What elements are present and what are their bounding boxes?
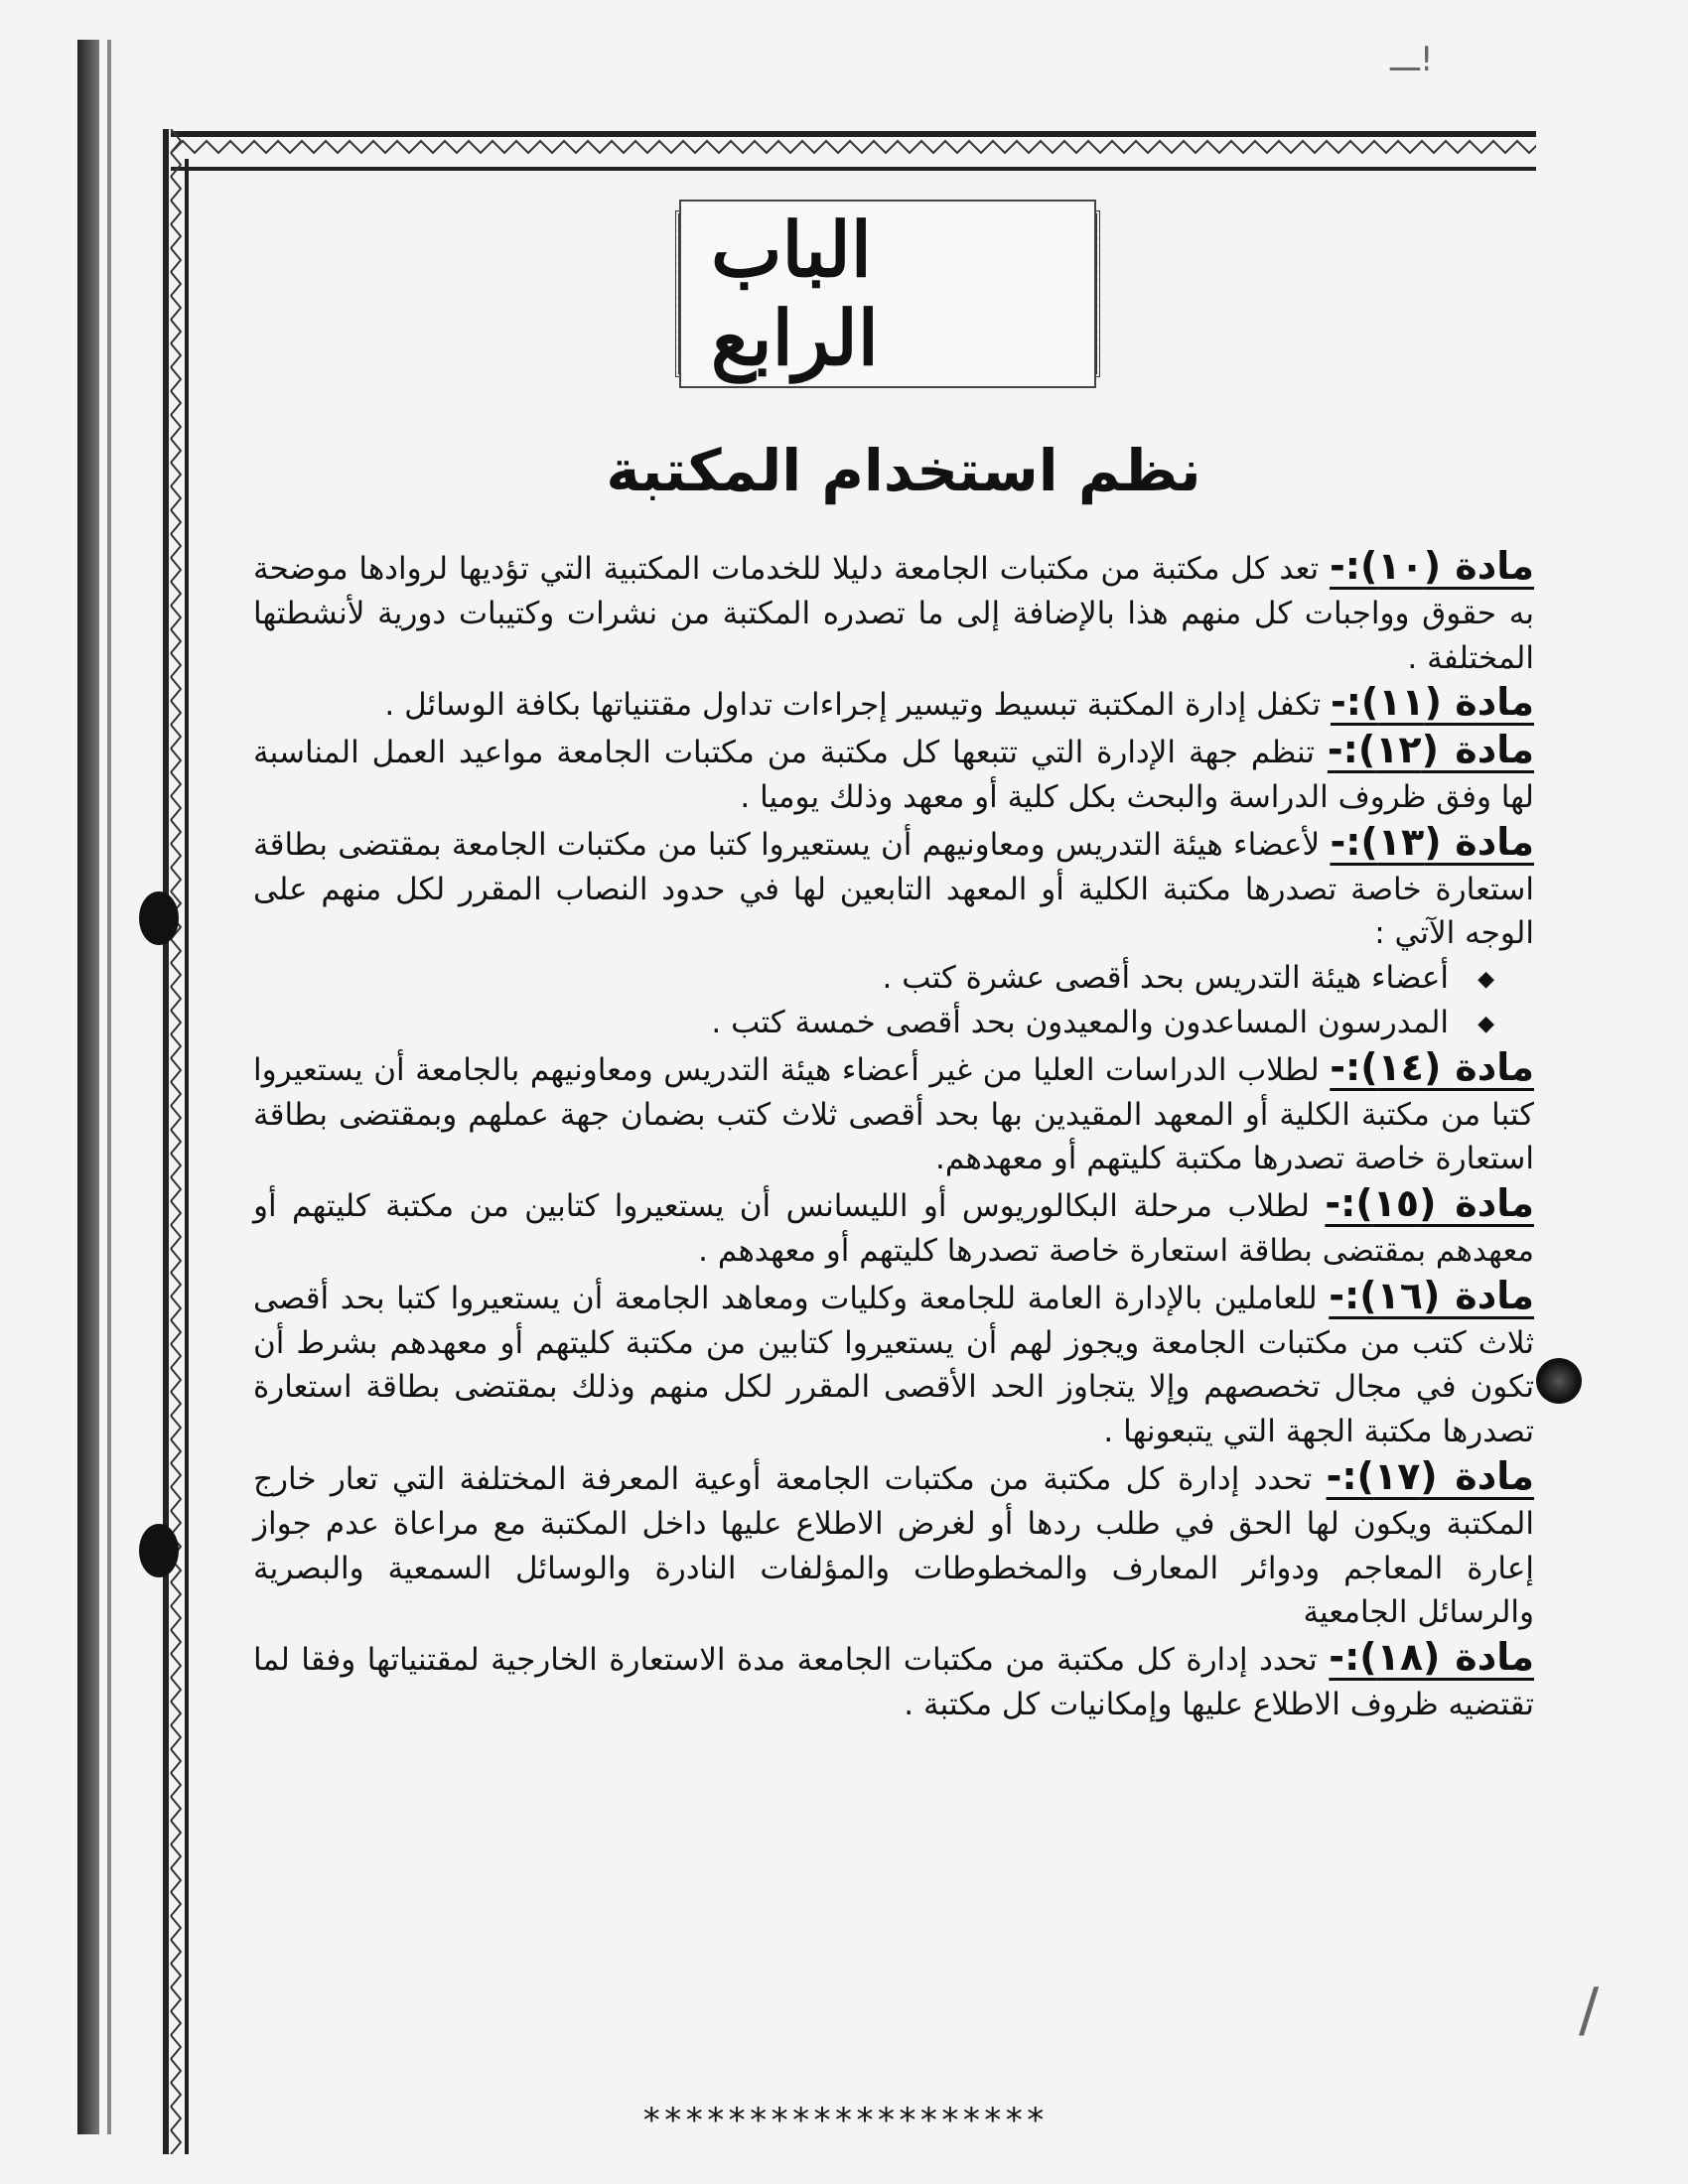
- scan-speck: ـــ!: [1390, 40, 1434, 79]
- chapter-title-frame: [675, 205, 1100, 382]
- article-heading: مادة (١٥):-: [1325, 1181, 1534, 1226]
- article-heading: مادة (١٨):-: [1329, 1635, 1535, 1680]
- article-heading: مادة (١١):-: [1330, 680, 1534, 725]
- article-text: لطلاب الدراسات العليا من غير أعضاء هيئة التدريس ومعاونيهم بالجامعة أن يستعيروا كتبا من مكتبة الكلية أو المعهد المقيدين بها بحد أقصى ثلاث كتب بضمان جهة عملهم وبمقتضى بطاقة استعارة خاصة تصدرها مكتبة كليتهم أو معهدهم.: [253, 1051, 1534, 1177]
- article-text: لأعضاء هيئة التدريس ومعاونيهم أن يستعيروا كتبا من مكتبات الجامعة بمقتضى بطاقة استعارة خاصة تصدرها مكتبة الكلية أو المعهد التابعين لها في حدود النصاب المقرر لكل منهم على الوجه الآتي :: [253, 826, 1534, 952]
- article-heading: مادة (١٤):-: [1330, 1044, 1534, 1089]
- article-16: [253, 1274, 1534, 1454]
- document-body: [253, 544, 1534, 1727]
- punch-hole: [139, 1524, 179, 1577]
- scan-edge-line: [107, 40, 111, 2134]
- punch-hole: [139, 891, 179, 945]
- punch-hole: [1536, 1358, 1582, 1404]
- article-text: تحدد إدارة كل مكتبة من مكتبات الجامعة أوعية المعرفة المختلفة التي تعار خارج المكتبة ويكون لها الحق في طلب ردها أو لغرض الاطلاع عليها داخل المكتبة مع مراعاة عدم جواز إعارة المعاجم ودوائر المعارف والمخطوطات والمؤلفات النادرة والوسائل السمعية والبصرية والرسائل الجامعية: [253, 1460, 1534, 1631]
- article-heading: مادة (١٧):-: [1326, 1453, 1535, 1498]
- list-item: ◆ أعضاء هيئة التدريس بحد أقصى عشرة كتب .: [253, 956, 1494, 1001]
- article-14: [253, 1045, 1534, 1181]
- article-10: [253, 544, 1534, 680]
- scan-edge-strip: [77, 40, 99, 2134]
- article-text: تكفل إدارة المكتبة تبسيط وتيسير إجراءات تداول مقتنياتها بكافة الوسائل .: [384, 687, 1322, 724]
- article-text: تحدد إدارة كل مكتبة من مكتبات الجامعة مدة الاستعارة الخارجية لمقتنياتها وفقا لما تقتضيه ظروف الاطلاع عليها وإمكانيات كل مكتبة .: [253, 1642, 1534, 1722]
- article-heading: مادة (١٢):-: [1327, 728, 1535, 772]
- section-subtitle: نظم استخدام المكتبة: [606, 437, 1201, 504]
- article-17: [253, 1454, 1534, 1635]
- article-13: [253, 820, 1534, 956]
- ornamental-border-left: [161, 129, 191, 2154]
- article-11: [253, 680, 1534, 728]
- article-12: [253, 728, 1534, 820]
- chapter-title-box: [679, 200, 1096, 388]
- article-15: [253, 1181, 1534, 1274]
- article-18: [253, 1635, 1534, 1727]
- ornamental-border-top: [171, 129, 1536, 175]
- article-13-list: [253, 956, 1534, 1045]
- article-text: تنظم جهة الإدارة التي تتبعها كل مكتبة من مكتبات الجامعة مواعيد العمل المناسبة لها وفق ظروف الدراسة والبحث بكل كلية أو معهد وذلك يوميا .: [253, 735, 1534, 815]
- article-heading: مادة (١٠):-: [1330, 544, 1535, 588]
- scan-speck: /: [1579, 1976, 1600, 2045]
- list-item: ◆ المدرسون المساعدون والمعيدون بحد أقصى خمسة كتب .: [253, 1001, 1494, 1045]
- article-heading: مادة (١٦):-: [1329, 1273, 1534, 1317]
- chapter-title: الباب الرابع: [711, 205, 879, 382]
- article-text: لطلاب مرحلة البكالوريوس أو الليسانس أن يستعيروا كتابين من مكتبة كليتهم أو معهدهم بمقتضى بطاقة استعارة خاصة تصدرها كليتهم أو معهدهم .: [253, 1188, 1534, 1269]
- article-heading: مادة (١٣):-: [1330, 819, 1534, 864]
- article-text: تعد كل مكتبة من مكتبات الجامعة دليلا للخدمات المكتبية التي تؤديها لروادها موضحة به حقوق وواجبات كل منهم هذا بالإضافة إلى ما تصدره المكتبة من نشرات وكتيبات دورية لأنشطتها المختلفة .: [253, 551, 1534, 676]
- article-text: للعاملين بالإدارة العامة للجامعة وكليات ومعاهد الجامعة أن يستعيروا كتبا بحد أقصى ثلاث كتب من مكتبات الجامعة ويجوز لهم أن يستعيروا كتابين من مكتبة كليتهم أو معهدهم بشرط أن تكون في مجال تخصصهم وإلا يتجاوز الحد الأقصى المقرر لكل منهم وذلك بمقتضى بطاقة استعارة تصدرها مكتبة الجهة التي يتبعونها .: [253, 1280, 1534, 1450]
- footer-separator: *******************: [641, 2101, 1047, 2140]
